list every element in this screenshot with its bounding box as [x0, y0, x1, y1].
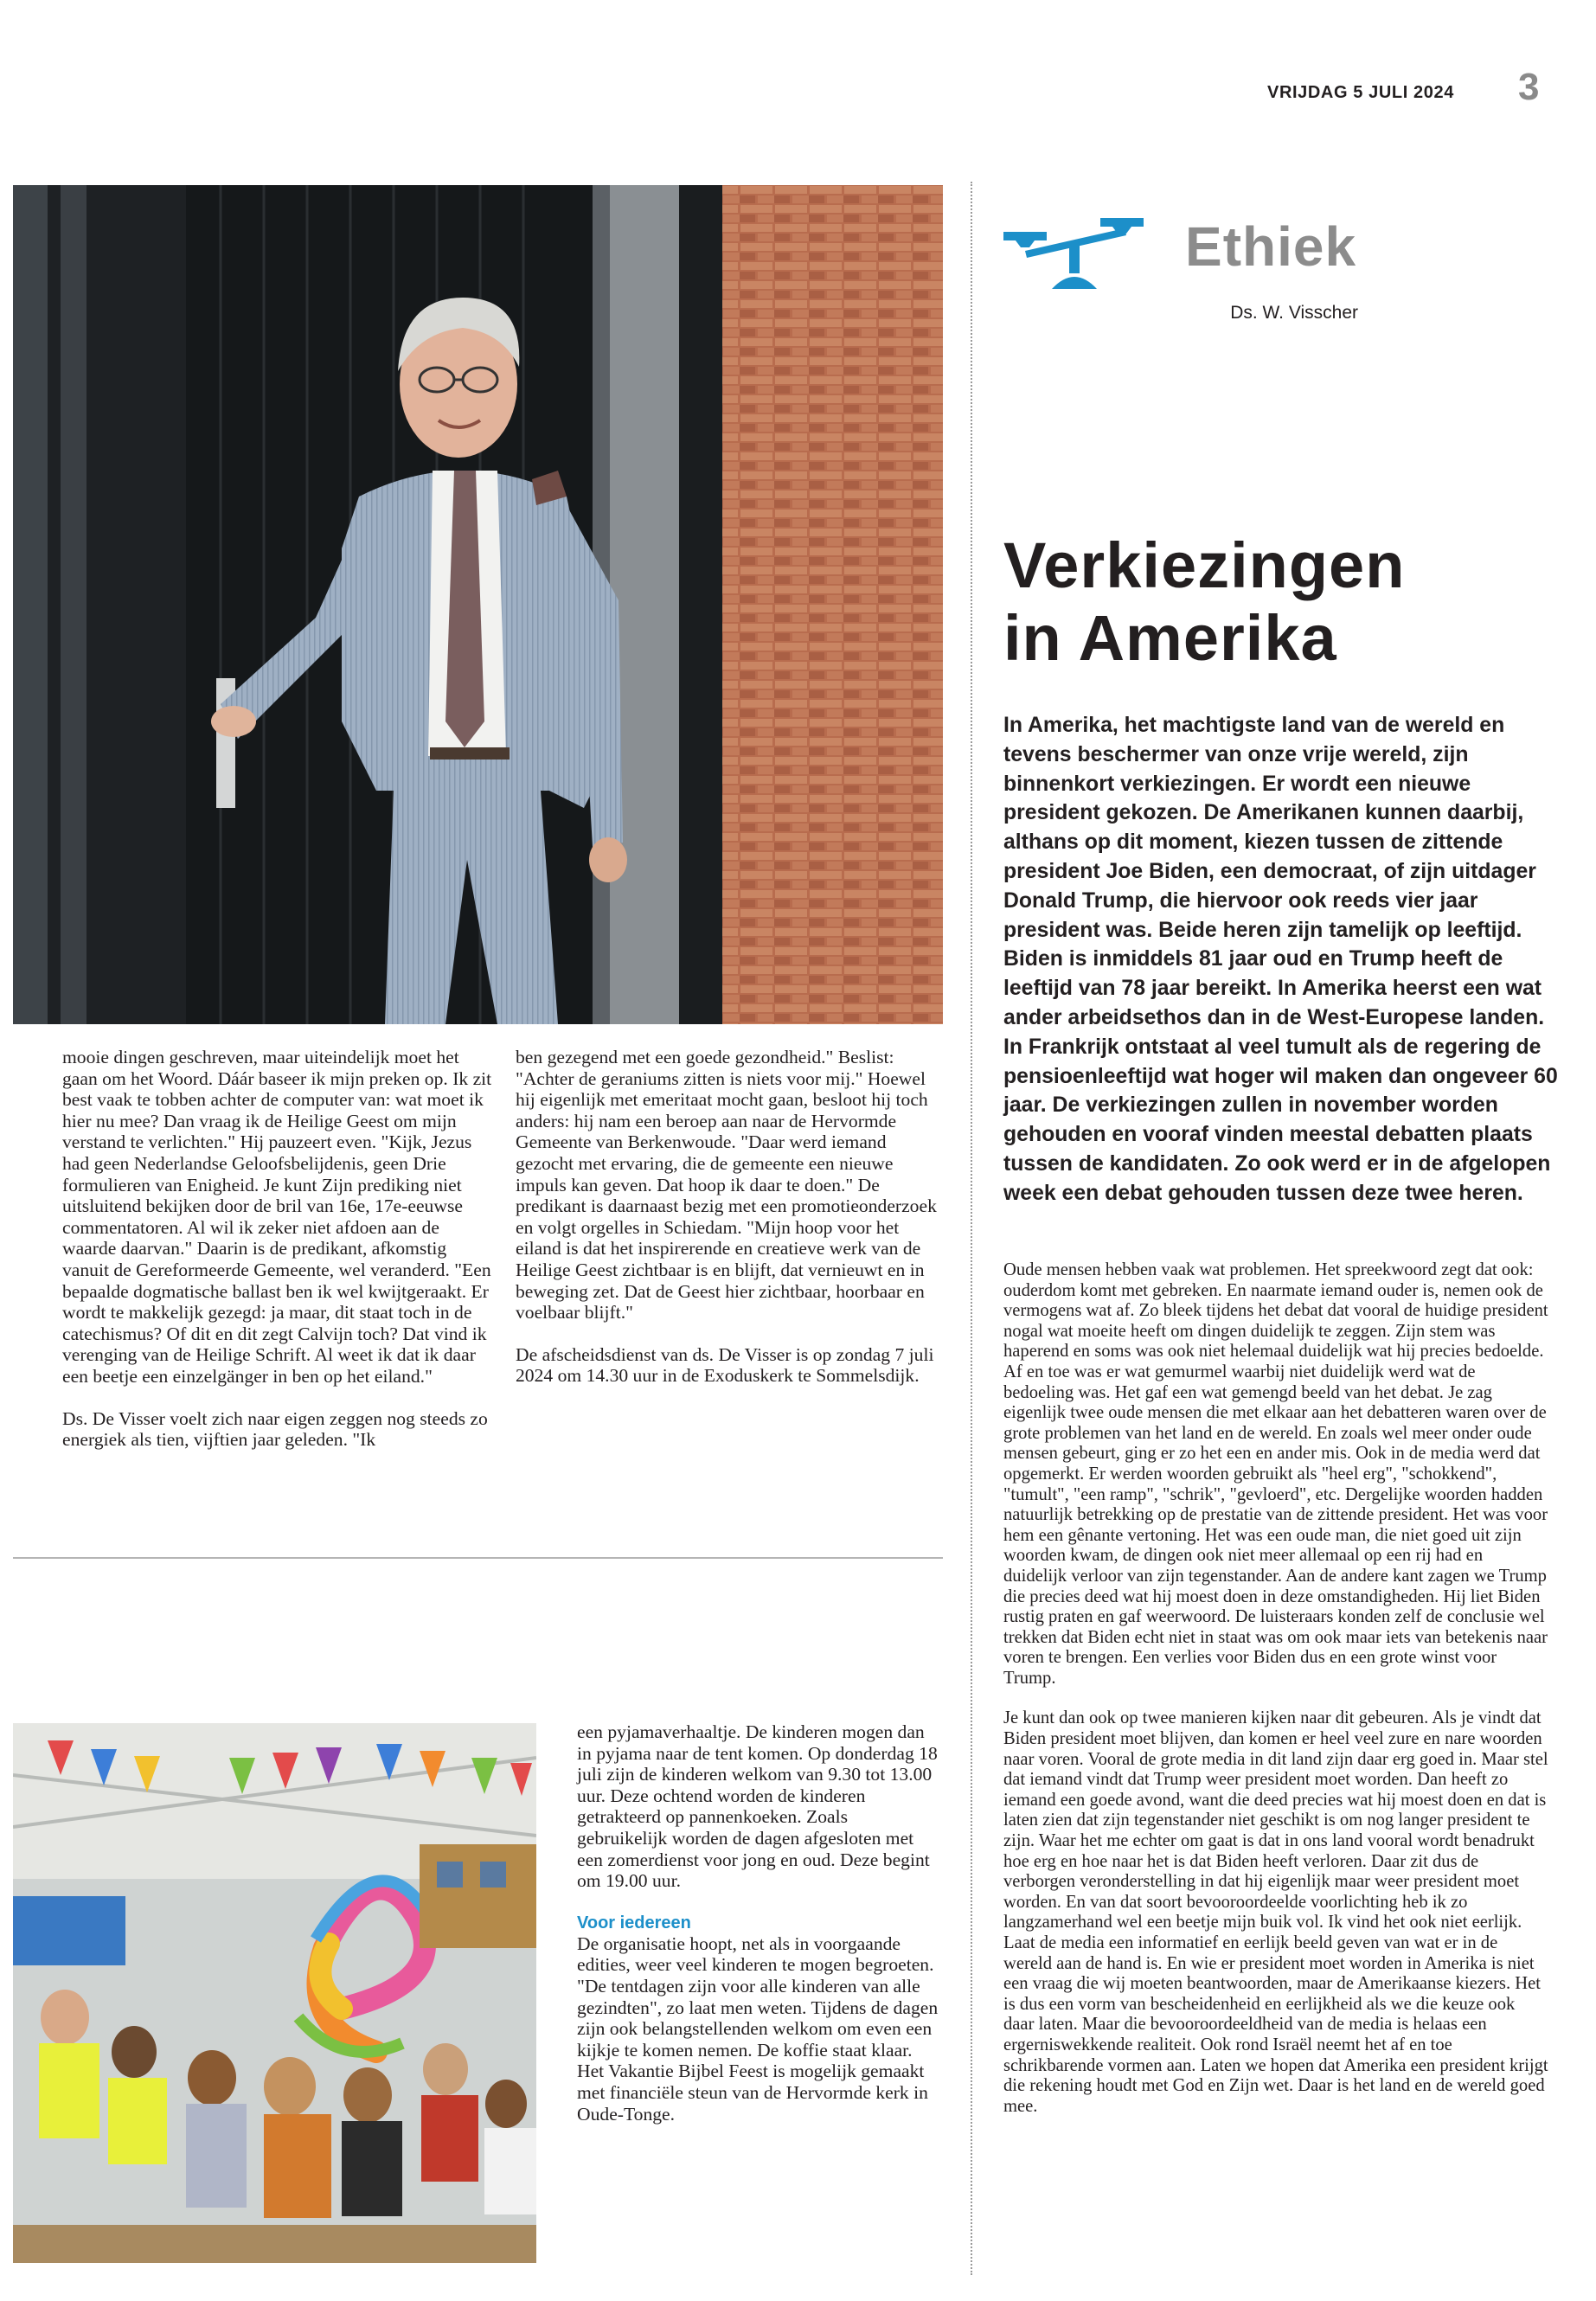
headline-line: Verkiezingen	[1003, 529, 1406, 601]
page-date: VRIJDAG 5 JULI 2024	[1267, 83, 1454, 102]
author-byline: Ds. W. Visscher	[1230, 303, 1358, 323]
column-body	[1003, 1260, 1548, 2137]
article-column-3	[577, 1721, 939, 2145]
subheading: Voor iedereen	[577, 1913, 691, 1932]
article-paragraph: een pyjamaverhaaltje. De kinderen mogen dan in pyjama naar de tent komen. Op donderdag 18 juli zijn de kinderen welkom van 9.30 tot 13.00 uur. Deze ochtend worden de kinderen getrakteerd op pannenkoeken. Zoals gebruikelijk worden de dagen afgesloten met een zomerdienst voor jong en oud. Deze begint om 19.00 uur.	[577, 1721, 938, 1892]
article-headline	[1003, 529, 1574, 675]
section-divider	[13, 1557, 943, 1559]
page-number: 3	[1518, 66, 1540, 108]
column-rubric: Ethiek	[1185, 215, 1357, 278]
article-paragraph: Je kunt dan ook op twee manieren kijken naar dit gebeuren. Als je vindt dat Biden president moet blijven, dan komen er heel veel zure en nare woorden naar voren. Vooral de grote media in dit land zijn daar erg goed in. Maar stel dat iemand vindt dat Trump weer president moet worden. Dan heeft zo iemand een goede avond, want die deed precies wat hij moest doen en dat is laten zien dat zijn tegenstander niet geschikt is om nog langer president te zijn. Waar het me echter om gaat is dat in ons land vooral wordt benadrukt hoe erg en hoe naar het is dat Biden heeft verloren. Daar zit dus de verborgen veronderstelling in dat hij eigenlijk maar weer president moet worden. En van dat soort bevooroordeelde voorlichting heb ik zo langzamerhand wel een beetje mijn buik vol. Ik vind het ook niet eerlijk. Laat de media een informatief en eerlijk beeld geven van wat er in de wereld aan de hand is. En wie er president moet worden in Amerika is niet een vraag die wij moeten beantwoorden, maar de Amerikaanse kiezers. Het is dus een vorm van bescheidenheid en eerlijkheid als we die keuze ook daar laten. Maar die bevooroordeeldheid van de media is helaas een ergerniswekkende realiteit. Ook rond Israël neemt het af en toe schrikbarende vormen aan. Laten we hopen dat Amerika een president krijgt die rekening houdt met God en Zijn wet. Daar is het land en de wereld goed mee.	[1003, 1708, 1548, 2116]
article-paragraph: De afscheidsdienst van ds. De Visser is op zondag 7 juli 2024 om 14.30 uur in de Exoduskerk te Sommelsdijk.	[516, 1343, 934, 1387]
article-paragraph: Oude mensen hebben vaak wat problemen. Het spreekwoord zegt dat ook: ouderdom komt met gebreken. En naarmate iemand ouder is, nemen ook de vermogens wat af. Zo bleek tijdens het debat dat vooral de huidige president nogal wat moeite heeft om dingen duidelijk te zeggen. Zijn stem was haperend en soms was ook niet helemaal duidelijk wat hij precies bedoelde. Af en toe was er wat gemurmel waarbij niet duidelijk werd wat de bedoeling was. Het gaf een wat gemengd beeld van het debat. Je zag eigenlijk twee oude mensen die met elkaar aan het debatteren waren over de grote problemen van het land en de wereld. En zoals wel meer onder oude mensen gebeurt, ging er zo het een en ander mis. Ook in de media werd dat opgemerkt. Er werden woorden gebruikt als "heel erg", "schokkend", "tumult", "een ramp", "schrik", "gevloerd", etc. Dergelijke woorden hadden natuurlijk betrekking op de prestatie van de zittende president. Het was voor hem een gênante vertoning. Het was een oude man, die niet goed uit zijn woorden kwam, de dingen ook niet meer allemaal op een rij had en duidelijk verloor van zijn tegenstander. Aan de andere kant zagen we Trump die precies deed wat hij moest doen in deze omstandigheden. Hij liet Biden rustig praten en gaf weerwoord. De luisteraars konden zelf de conclusie wel trekken dat Biden echt niet in staat was om ook maar iets van betekenis naar voren te brengen. Een verlies voor Biden dus en een grote winst voor Trump.	[1003, 1260, 1548, 1688]
children-tent-photo	[13, 1723, 536, 2263]
article-column-1	[62, 1047, 493, 1471]
article-paragraph: De organisatie hoopt, net als in voorgaande edities, weer veel kinderen te mogen begroeten. "De tentdagen zijn voor alle kinderen van alle gezindten", zo laat men weten. Tijdens de dagen zijn ook belangstellenden welkom om even een kijkje te komen nemen. De koffie staat klaar. Het Vakantie Bijbel Feest is mogelijk gemaakt met financiële steun van de Hervormde kerk in Oude-Tonge.	[577, 1932, 939, 2125]
portrait-photo	[13, 185, 943, 1024]
column-separator	[971, 182, 972, 2275]
headline-line: in Amerika	[1003, 602, 1337, 674]
article-paragraph: mooie dingen geschreven, maar uiteindelijk moet het gaan om het Woord. Dáár baseer ik mijn preken op. Ik zit best vaak te tobben achter de computer van: wat moet ik hier nu mee? Dan vraag ik de Heilige Geest om mijn verstand te verlichten." Hij pauzeert even. "Kijk, Jezus had geen Nederlandse Geloofsbelijdenis, geen Drie formulieren van Enigheid. Je kunt Zijn prediking niet uitsluitend bekijken door de bril van 16e, 17e-eeuwse commentatoren. Al wil ik zeker niet afdoen aan de waarde daarvan." Daarin is de predikant, afkomstig vanuit de Gereformeerde Gemeente, wel veranderd. "Een bepaalde dogmatische ballast ben ik wel kwijtgeraakt. Er wordt te makkelijk gezegd: ja maar, dit staat toch in de catechismus? Of dit en dit zegt Calvijn toch? Dat vind ik verenging van de Heilige Schrift. Al weet ik dat ik daar een beetje een einzelgänger in ben op het eiland."	[62, 1047, 492, 1387]
article-column-2	[516, 1047, 938, 1407]
article-intro: In Amerika, het machtigste land van de wereld en tevens beschermer van onze vrije wereld, zijn binnenkort verkiezingen. Er wordt een nieuwe president gekozen. De Amerikanen kunnen daarbij, althans op dit moment, kiezen tussen de zittende president Joe Biden, een democraat, of zijn uitdager Donald Trump, die hiervoor ook reeds vier jaar president was. Beide heren zijn tamelijk op leeftijd. Biden is inmiddels 81 jaar oud en Trump heeft de leeftijd van 78 jaar bereikt. In Amerika heerst een wat ander arbeidsethos dan in de West-Europese landen. In Frankrijk ontstaat al veel tumult als de regering de pensioenleeftijd wat hoger wil maken dan ongeveer 60 jaar. De verkiezingen zullen in november worden gehouden en vooraf vinden meestal debatten plaats tussen de kandidaten. Zo ook werd er in de afgelopen week een debat gehouden tussen deze twee heren.	[1003, 714, 1558, 1205]
article-paragraph: Ds. De Visser voelt zich naar eigen zeggen nog steeds zo energiek als tien, vijftien jaar geleden. "Ik	[62, 1407, 488, 1451]
balance-scale-icon	[1003, 216, 1144, 291]
article-paragraph: ben gezegend met een goede gezondheid." Beslist: "Achter de geraniums zitten is niets voor mij." Hoewel hij eigenlijk met emeritaat mocht gaan, besloot hij toch anders: hij nam een beroep aan naar de Hervormde Gemeente van Berkenwoude. "Daar werd iemand gezocht met ervaring, die de gemeente een nieuwe impuls kan geven. Dat hoop ik daar te doen." De predikant is daarnaast bezig met een promotieonderzoek en volgt orgelles in Schiedam. "Mijn hoop voor het eiland is dat het inspirerende en creatieve werk van de Heilige Geest zichtbaar is en blijft, dat vernieuwt en in beweging zet. Dat de Geest hier zichtbaar, hoorbaar en voelbaar blijft."	[516, 1047, 937, 1324]
